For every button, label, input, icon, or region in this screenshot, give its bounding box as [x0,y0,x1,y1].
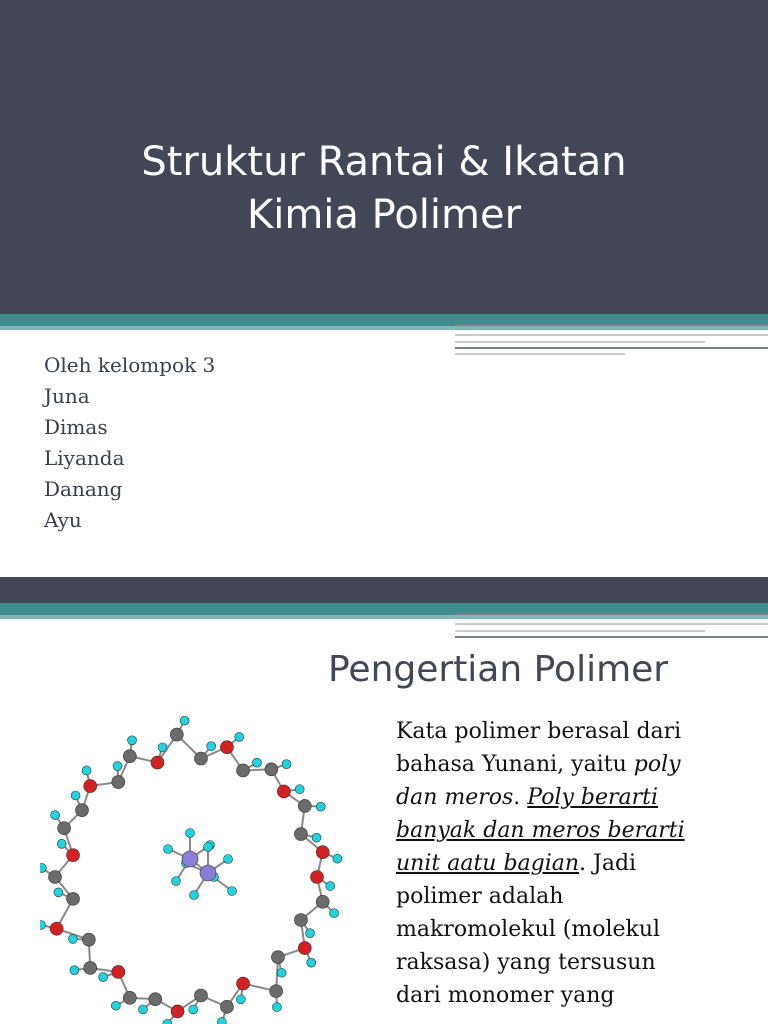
molecule-atom [51,811,60,820]
molecule-atom [312,833,321,842]
molecule-atom [67,892,80,905]
molecule-atom [182,851,198,867]
body-text-part: . [513,785,528,810]
molecule-atom [236,995,245,1004]
molecule-atom [112,965,125,978]
molecule-atom [330,909,339,918]
molecule-atom [54,888,63,897]
molecule-atom [217,1018,226,1024]
molecule-atom [311,871,324,884]
molecule-atom [277,968,286,977]
molecule-atom [111,1001,120,1010]
molecule-atom [220,741,233,754]
slide-2-header [0,577,768,603]
group-member-list [44,350,215,536]
molecule-ball-and-stick-image [40,707,360,1024]
molecule-atom [164,845,173,854]
molecule-atom [172,877,181,886]
molecule-atom [228,887,237,896]
molecule-atom [57,839,66,848]
molecule-atom [128,736,137,745]
molecule-atom [70,966,79,975]
molecule-atom [204,843,213,852]
list-item: Liyanda [44,446,125,470]
molecule-atom [265,763,278,776]
body-text-definition: Poly berarti banyak dan meros berarti unit aatu bagian [396,785,685,876]
molecule-atom [76,804,89,817]
molecule-atom [316,846,329,859]
molecule-atom [294,828,307,841]
molecule-atom [190,891,199,900]
molecule-atom [282,760,291,769]
molecule-atom [71,791,80,800]
molecule-atom [200,865,216,881]
molecule-atom [138,1005,147,1014]
molecule-atom [112,776,125,789]
molecule-atom [295,785,304,794]
body-text-part: Kata polimer berasal dari bahasa Yunani, yaitu [396,719,682,777]
molecule-atom [235,732,244,741]
molecule-atom [253,758,262,767]
molecule-atom [224,855,233,864]
molecule-atom [307,958,316,967]
molecule-atom [151,756,164,769]
molecule-atom [194,752,207,765]
molecule-atom [237,764,250,777]
molecule-atom [270,985,283,998]
molecule-atom [171,1005,184,1018]
slide-2-decorative-band [0,603,768,647]
molecule-atom [123,750,136,763]
molecule-atom [220,1000,233,1013]
molecule-atom [49,871,62,884]
molecule-atom [40,863,46,872]
molecule-atom [272,1003,281,1012]
molecule-atom [123,991,136,1004]
molecule-atom [68,934,77,943]
molecule-atom [50,922,63,935]
molecule-atom [84,961,97,974]
slide-2-body-text [396,715,696,1012]
molecule-atom [180,716,189,725]
molecule-atom [40,921,46,930]
molecule-atom [186,829,195,838]
molecule-atom [277,785,290,798]
molecule-atom [158,743,167,752]
molecule-atom [316,895,329,908]
molecule-atom [113,762,122,771]
molecule-atom [271,951,284,964]
molecule-atom [170,728,183,741]
molecule-atom [58,822,71,835]
slide-1-header [0,0,768,314]
molecule-atom [326,882,335,891]
molecule-atom [294,913,307,926]
molecule-atom [67,849,80,862]
body-text-meros: dan meros [396,785,514,810]
slide-2-title: Pengertian Polimer [328,649,669,690]
molecule-atom [84,780,97,793]
molecule-atom [149,993,162,1006]
body-text-part: . Jadi polimer adalah makromolekul (molekul raksasa) yang tersusun dari monomer yang [396,851,661,1008]
body-text-poly: poly [633,752,681,777]
list-item: Juna [44,384,90,408]
molecule-atom [207,742,216,751]
molecule-atom [298,942,311,955]
list-item: Oleh kelompok 3 [44,353,216,377]
molecule-atom [82,766,91,775]
list-item: Ayu [44,508,82,532]
list-item: Dimas [44,415,108,439]
molecule-atom [237,977,250,990]
molecule-atom [298,799,311,812]
molecule-atom [82,933,95,946]
slide-1-title: Struktur Rantai & Ikatan Kimia Polimer [141,139,627,238]
molecule-atom [333,854,342,863]
molecule-atom [189,1005,198,1014]
molecule-atom [194,989,207,1002]
molecule-atom [306,929,315,938]
list-item: Danang [44,477,123,501]
molecule-atom [99,973,108,982]
molecule-atom [316,802,325,811]
slide-2 [0,577,768,1024]
